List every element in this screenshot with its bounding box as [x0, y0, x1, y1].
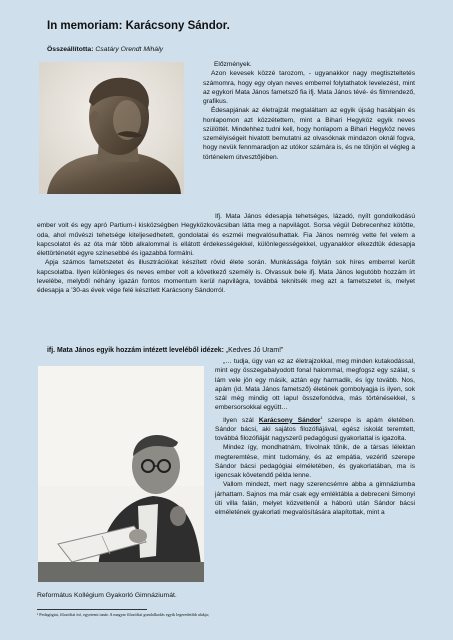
portrait-relief-image — [39, 62, 184, 194]
author-line — [47, 46, 163, 53]
paragraph-3: Ifj. Mata János édesapja tehetséges, lázadó, nyílt gondolkodású ember volt és egy apró Partium-i kisközségben Hegyközkovácsiban látta meg a napvilágot. Sorsa végül Debrecenhez kötötte, oda, ahol művészi tehetsége kiteljesedhetett, gondolatai és eszméi megvalósulhattak. Fia János nemrég vette fel velem a kapcsolatot és az óta már több alkalommal is ellátott érdekességekkel, különlegességekkel, ugyanakkor elkezdtük édesapja élettörténetét egyre színesebbé és igazabbá formálni. — [37, 213, 415, 257]
letter-greeting: „Kedves Jó Uram!” — [223, 347, 284, 354]
intro-column — [203, 60, 415, 162]
author-name: Csatáry Orendt Mihály — [95, 46, 163, 53]
paragraph-4: Apja számos fametszetet és illusztrációkat készített rövid élete során. Munkássága folytán sok híres emberrel került kapcsolatba. Ilyen különleges és neves ember volt a következő személy is. Olvassuk bele ifj. Mata János legutóbb hozzám írt levelébe, melyből néhány igazán fontos momentum kerül napvilágra, továbbá teknitsék meg azt a fametszetet is, melyet édesapja a ’30-as évek vége felé készített Karácsony Sándorról. — [37, 259, 415, 294]
footnote-marker: 1 — [320, 414, 323, 420]
quote-paragraph-4: Vallom mindezt, mert nagy szerencsémre abba a gimnáziumba járhattam. Sajnos ma már csak egy emléktábla a debreceni Simonyi úti villa falán, melyet közvetlenül a háború után Sándor bácsi elméletének gyakorlati megvalósítására alapítottak, mint a — [215, 481, 415, 517]
author-label: Összeállította: — [47, 46, 94, 53]
footnote-divider — [37, 609, 147, 610]
letter-quote-column — [215, 357, 415, 517]
karacsony-sandor-name: Karácsony Sándor — [258, 416, 321, 424]
letter-subheading — [47, 347, 283, 354]
paragraph-1: Azon kevesek közzé tarozom, - ugyanakkor nagy megtiszteltetés számomra, hogy egy olyan neves emberrel folytathatok levelezést, mint az egykori Mata János fametsző fia ifj. Mata János tévé- és filmrendező, grafikus. — [203, 70, 415, 105]
section-heading-elozmenyek: Előzmények. — [214, 61, 252, 68]
quote-paragraph-1: „… tudja, úgy van ez az életrajzokkal, meg minden kutakodással, mint egy összegabalyodott fonal halommal, megfogsz egy szálat, s lám vele jön egy másik, aztán egy harmadik, és így tovább. Nos, apám (id. Mata János fametsző) életének gombolyagja is ilyen, sok szál még mindig ott lapul összefonódva, más történésekkel, s embersorsokkal együtt… — [215, 358, 415, 412]
full-width-text — [37, 212, 415, 295]
quote-paragraph-3: Mindez így, mondhatnám, frivolnak tűnik, de a társas lélektan megteremtése, mint tudomány, és az empátia, vezérlő szerepe Sándor bácsi pedagógiai elméletében, és gyakorlatában, ma is igencsak követendő példa lenne. — [215, 444, 415, 480]
page-title: In memoriam: Karácsony Sándor. — [47, 20, 230, 32]
quote-paragraph-2: Ilyen szál Karácsony Sándor$^1$ szerepe is apám életében. Sándor bácsi, aki sajátos filozófiájával, egész iskolát teremtett, továbbá filozófiáját nagyszerű pedagógusi gyakorlattal is igazolta. — [215, 414, 415, 443]
paragraph-2: Édesapjának az életrajzát megtaláltam az egyik újság hasábjain és honlapomon azt közzétettem, mint a Bihari Hegyköz egyik neves szülöttét. Mindehhez tudni kell, hogy honlapom a Bihari Hegyköz neves személyiségeit hivatott bemutatni az olvasóknak mindazon oknál fogva, hogy nevük fennmaradjon az utókor számára is, és ne tűnjön el végleg a történelem útvesztőjében. — [203, 107, 415, 161]
letter-subheading-bold: ifj. Mata János egyik hozzám intézett leveléből idézek: — [47, 347, 224, 354]
reading-man-photo — [38, 366, 204, 582]
footnote: ¹ Pedagógiai, filozófiai író, egyetemi tanár. A magyar filozófiai gondolkodás egyik legeredetibb alakja; — [37, 612, 210, 617]
closing-line: Református Kollégium Gyakorló Gimnáziumát. — [37, 592, 177, 599]
